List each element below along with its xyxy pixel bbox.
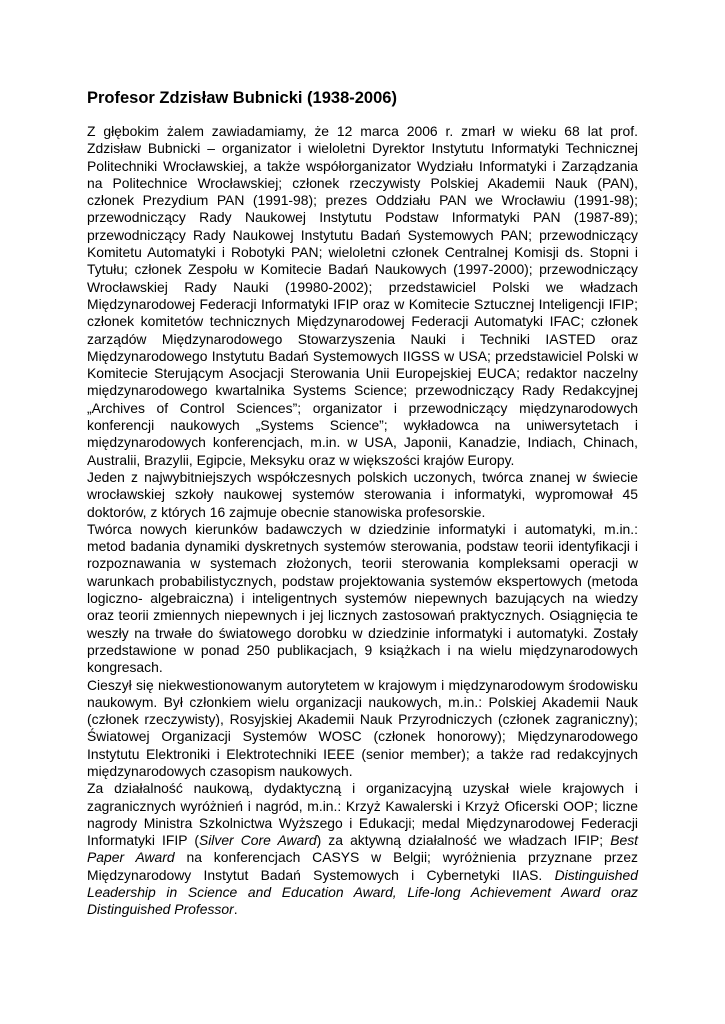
awards-text: na konferencjach CASYS w Belgii; wyróżnienia przyznane przez Międzynarodowy Instytut Badań Systemowych i Cybernetyki IIAS.	[87, 849, 638, 883]
awards-text: ) za aktywną działalność we władzach IFIP;	[316, 832, 611, 849]
paragraph-research: Twórca nowych kierunków badawczych w dziedzinie informatyki i automatyki, m.in.: metod badania dynamiki dyskretnych systemów sterowania, podstaw teorii identyfikacji i rozpoznawania w systemach złożonych, teorii sterowania kompleksami operacji w warunkach probabilistycznych, podstaw projektowania systemów ekspertowych (metoda logiczno- algebraiczna) i inteligentnych systemów niepewnych bazujących na wiedzy oraz teorii zmiennych niepewnych i jej licznych zastosowań praktycznych. Osiągnięcia te weszły na trwałe do światowego dorobku w dziedzinie informatyki i automatyki. Zostały przedstawione w ponad 250 publikacjach, 9 książkach i na wielu międzynarodowych kongresach.	[87, 520, 638, 676]
paragraph-school: Jeden z najwybitniejszych współczesnych polskich uczonych, twórca znanej w świecie wrocławskiej szkoły naukowej systemów sterowania i informatyki, wypromował 45 doktorów, z których 16 zajmuje obecnie stanowiska profesorskie.	[87, 468, 638, 520]
paragraph-authority: Cieszył się niekwestionowanym autorytetem w krajowym i międzynarodowym środowisku naukowym. Był członkiem wielu organizacji naukowych, m.in.: Polskiej Akademii Nauk (członek rzeczywisty), Rosyjskiej Akademii Nauk Przyrodniczych (członek zagraniczny); Światowej Organizacji Systemów WOSC (członek honorowy); Międzynarodowego Instytutu Elektroniki i Elektrotechniki IEEE (senior member); a także rad redakcyjnych międzynarodowych czasopism naukowych.	[87, 676, 638, 779]
document-body	[87, 123, 638, 919]
awards-text: .	[233, 901, 238, 918]
awards-text: Za działalność naukową, dydaktyczną i organizacyjną uzyskał wiele krajowych i zagranicznych wyróżnień i nagród, m.in.: Krzyż Kawalerski i Krzyż Oficerski OOP; liczne nagrody Ministra Szkolnictwa Wyższego i Edukacji; medal Międzynarodowej Federacji Informatyki IFIP (	[87, 780, 638, 849]
award-name-italic: Best Paper Award	[87, 832, 638, 866]
award-name-italic: Distinguished Leadership in Science and Education Award, Life-long Achievement Award oraz Distinguished Professor	[87, 866, 638, 918]
paragraph-awards	[87, 780, 638, 918]
award-name-italic: Silver Core Award	[198, 832, 317, 849]
paragraph-announcement: Z głębokim żalem zawiadamiamy, że 12 marca 2006 r. zmarł w wieku 68 lat prof. Zdzisław Bubnicki – organizator i wieloletni Dyrektor Instytutu Informatyki Technicznej Politechniki Wrocławskiej, a także współorganizator Wydziału Informatyki i Zarządzania na Politechnice Wrocławskiej; członek rzeczywisty Polskiej Akademii Nauk (PAN), członek Prezydium PAN (1991-98); prezes Oddziału PAN we Wrocławiu (1991-98); przewodniczący Rady Naukowej Instytutu Podstaw Informatyki PAN (1987-89); przewodniczący Rady Naukowej Instytutu Badań Systemowych PAN; przewodniczący Komitetu Automatyki i Robotyki PAN; wieloletni członek Centralnej Komisji ds. Stopni i Tytułu; członek Zespołu w Komitecie Badań Naukowych (1997-2000); przewodniczący Wrocławskiej Rady Nauki (19980-2002); przedstawiciel Polski we władzach Międzynarodowej Federacji Informatyki IFIP oraz w Komitecie Sztucznej Inteligencji IFIP; członek komitetów technicznych Międzynarodowej Federacji Automatyki IFAC; członek zarządów Międzynarodowego Stowarzyszenia Nauki i Techniki IASTED oraz Międzynarodowego Instytutu Badań Systemowych IIGSS w USA; przedstawiciel Polski w Komitecie Sterującym Asocjacji Sterowania Unii Europejskiej EUCA; redaktor naczelny międzynarodowego kwartalnika Systems Science; przewodniczący Rady Redakcyjnej „Archives of Control Sciences”; organizator i przewodniczący międzynarodowych konferencji naukowych „Systems Science”; wykładowca na uniwersytetach i międzynarodowych konferencjach, m.in. w USA, Japonii, Kanadzie, Indiach, Chinach, Australii, Brazylii, Egipcie, Meksyku oraz w większości krajów Europy.	[87, 123, 638, 468]
page-title: Profesor Zdzisław Bubnicki (1938-2006)	[87, 89, 397, 107]
